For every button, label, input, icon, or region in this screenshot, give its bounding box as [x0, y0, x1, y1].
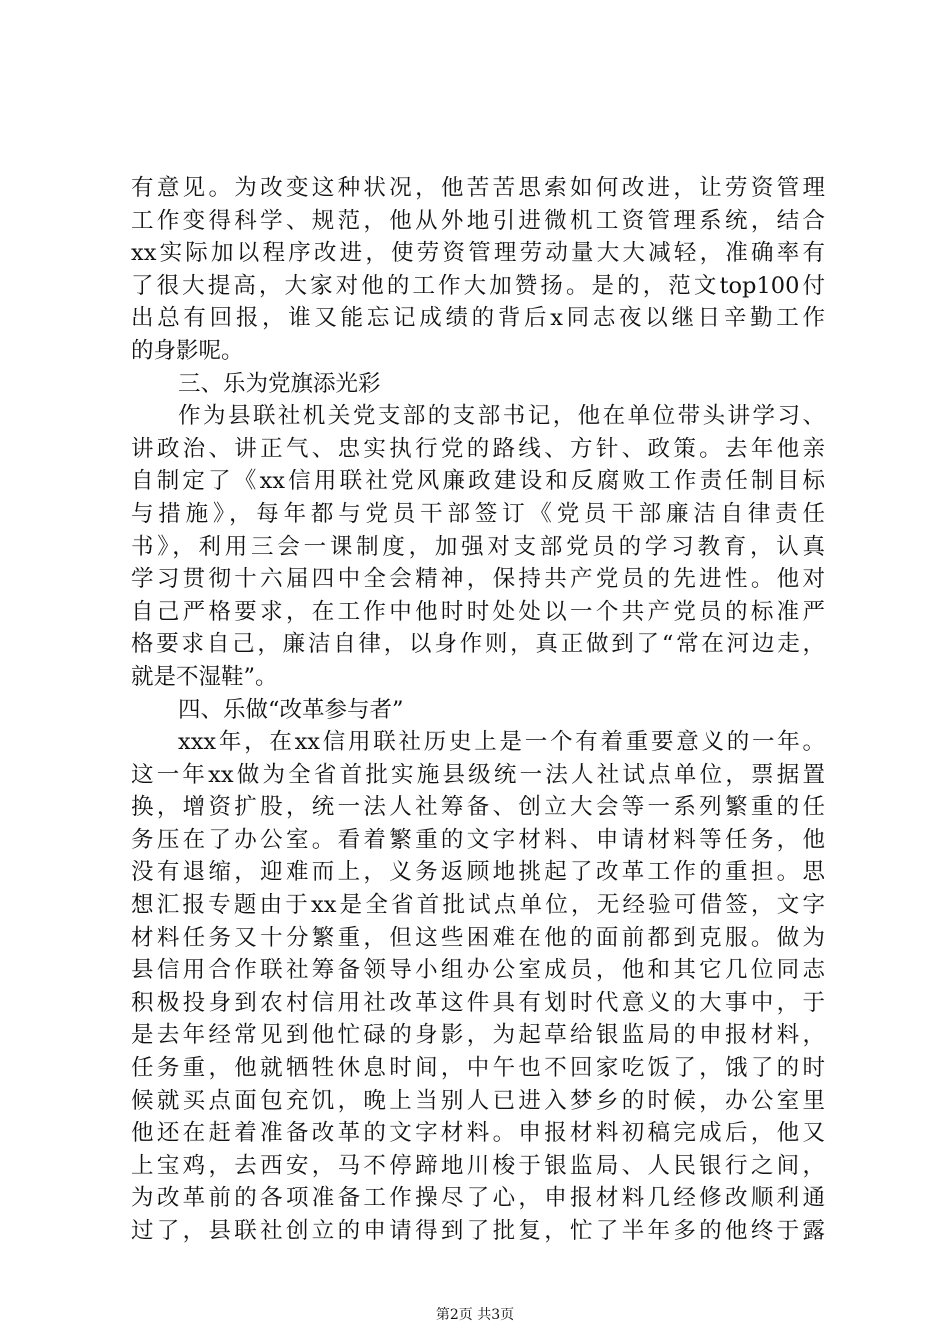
text-line: 材料任务又十分繁重，但这些困难在他的面前都到克服。做为 — [131, 924, 825, 951]
text-line: xx实际加以程序改进，使劳资管理劳动量大大减轻，准确率有 — [131, 240, 825, 267]
text-line: 县信用合作联社筹备领导小组办公室成员，他和其它几位同志 — [131, 957, 825, 984]
text-line: 书》，利用三会一课制度，加强对支部党员的学习教育，认真 — [131, 533, 825, 560]
text-line: 积极投身到农村信用社改革这件具有划时代意义的大事中，于 — [131, 989, 825, 1016]
page-footer: 第2页 共3页 — [435, 1307, 515, 1323]
text-line: 过了，县联社创立的申请得到了批复，忙了半年多的他终于露 — [131, 1218, 825, 1244]
section-heading: 四、乐做“改革参与者” — [178, 696, 404, 723]
text-line: 他还在赶着准备改革的文字材料。申报材料初稿完成后，他又 — [131, 1120, 825, 1147]
text-line: 格要求自己，廉洁自律，以身作则，真正做到了“常在河边走， — [131, 631, 825, 658]
text-line: 工作变得科学、规范，他从外地引进微机工资管理系统，结合 — [131, 207, 825, 234]
document-body — [131, 172, 825, 1248]
text-line: 想汇报专题由于xx是全省首批试点单位，无经验可借签，文字 — [131, 892, 825, 919]
section-heading: 三、乐为党旗添光彩 — [178, 370, 381, 397]
text-line: 出总有回报，谁又能忘记成绩的背后x同志夜以继日辛勤工作 — [131, 305, 825, 332]
text-line: 自制定了《xx信用联社党风廉政建设和反腐败工作责任制目标 — [131, 468, 825, 495]
text-line: 为改革前的各项准备工作操尽了心，申报材料几经修改顺利通 — [131, 1185, 825, 1212]
text-line: 了很大提高，大家对他的工作大加赞扬。是的，范文top100付 — [131, 272, 825, 299]
text-line: 自己严格要求，在工作中他时时处处以一个共产党员的标准严 — [131, 598, 825, 625]
text-line: 就是不湿鞋”。 — [131, 663, 278, 690]
text-line: 任务重，他就牺牲休息时间，中午也不回家吃饭了，饿了的时 — [131, 1055, 825, 1082]
text-line: 上宝鸡，去西安，马不停蹄地川梭于银监局、人民银行之间， — [131, 1152, 825, 1179]
text-line: 讲政治、讲正气、忠实执行党的路线、方针、政策。去年他亲 — [131, 435, 825, 462]
text-line: 作为县联社机关党支部的支部书记，他在单位带头讲学习、 — [178, 403, 825, 430]
text-line: 换，增资扩股，统一法人社筹备、创立大会等一系列繁重的任 — [131, 794, 825, 821]
text-line: 候就买点面包充饥，晚上当别人已进入梦乡的时候，办公室里 — [131, 1087, 825, 1114]
text-line: 是去年经常见到他忙碌的身影，为起草给银监局的申报材料， — [131, 1022, 825, 1049]
text-line: 没有退缩，迎难而上，义务返顾地挑起了改革工作的重担。思 — [131, 859, 825, 886]
text-line: 务压在了办公室。看着繁重的文字材料、申请材料等任务，他 — [131, 826, 825, 853]
text-line: 有意见。为改变这种状况，他苦苦思索如何改进，让劳资管理 — [131, 175, 825, 201]
text-line: 与措施》，每年都与党员干部签订《党员干部廉洁自律责任 — [131, 500, 825, 527]
text-line: 的身影呢。 — [131, 337, 244, 364]
text-line: 学习贯彻十六届四中全会精神，保持共产党员的先进性。他对 — [131, 566, 825, 593]
text-line: 这一年xx做为全省首批实施县级统一法人社试点单位，票据置 — [131, 761, 825, 788]
text-line: xxx年，在xx信用联社历史上是一个有着重要意义的一年。 — [178, 729, 825, 756]
